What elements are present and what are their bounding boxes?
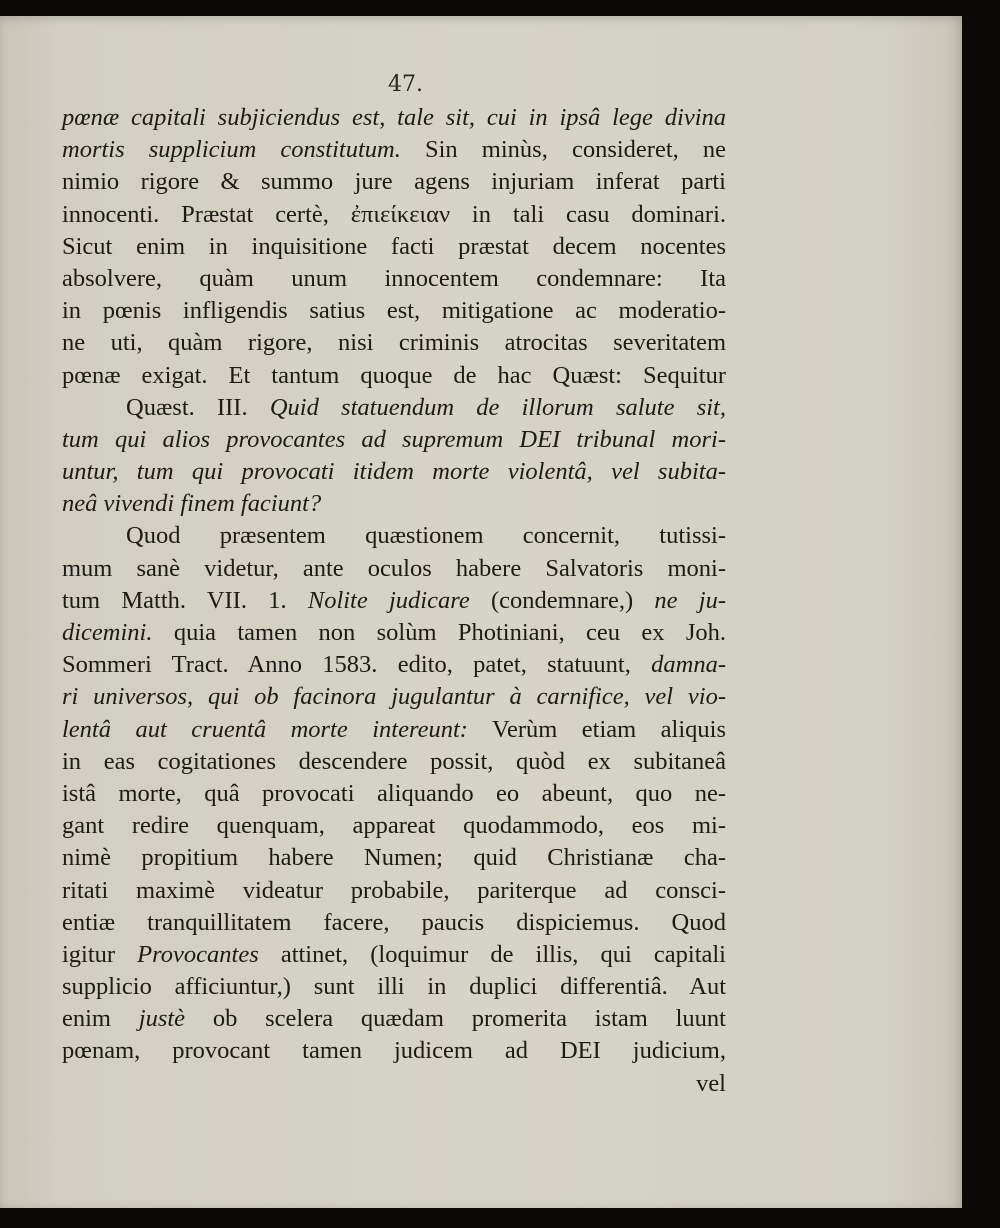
text-line <box>62 392 726 424</box>
text-line <box>62 746 726 778</box>
text-line <box>62 327 726 359</box>
roman-text: igitur <box>62 940 116 968</box>
roman-text: innocenti. Præstat certè, ἐπιείκειαν in tali casu dominari. <box>62 200 726 228</box>
italic-text: Nolite judicare <box>286 586 470 614</box>
italic-text: mortis supplicium constitutum. <box>62 136 401 164</box>
italic-text: ri universos, qui ob facinora jugulantur à carnifice, vel vio- <box>62 683 726 711</box>
text-line <box>62 1003 726 1035</box>
italic-text: lentâ aut cruentâ morte intereunt: <box>62 715 468 743</box>
roman-text: Sin minùs, consideret, ne <box>400 136 726 164</box>
text-line <box>62 456 726 488</box>
text-line <box>62 810 726 842</box>
roman-text: supplicio afficiuntur,) sunt illi in duplici differentiâ. Aut <box>62 973 726 1001</box>
roman-text: vel <box>696 1069 726 1097</box>
roman-text: in eas cogitationes descendere possit, quòd ex subitaneâ <box>62 747 726 775</box>
text-line <box>62 842 726 874</box>
italic-text: untur, tum qui provocati itidem morte violentâ, vel subita- <box>62 458 726 486</box>
text-line <box>62 617 726 649</box>
text-line <box>62 649 726 681</box>
text-line <box>62 939 726 971</box>
text-line <box>62 488 726 520</box>
text-line <box>62 585 726 617</box>
italic-text: justè <box>111 1005 186 1033</box>
text-line <box>62 263 726 295</box>
text-line <box>62 295 726 327</box>
roman-text: Quod præsentem quæstionem concernit, tutissi- <box>126 522 726 550</box>
book-page <box>0 16 962 1208</box>
italic-text: damna- <box>630 651 726 679</box>
roman-text: Verùm etiam aliquis <box>467 715 727 743</box>
roman-text: mum sanè videtur, ante oculos habere Salvatoris moni- <box>62 554 726 582</box>
roman-text: enim <box>62 1005 111 1033</box>
italic-text: ne ju- <box>633 586 727 614</box>
text-line <box>62 681 726 713</box>
italic-text: tum qui alios provocantes ad supremum DEI tribunal mori- <box>62 425 726 453</box>
roman-text: nimio rigore & summo jure agens injuriam inferat parti <box>62 168 726 196</box>
catchword <box>62 1068 726 1100</box>
text-line <box>62 231 726 263</box>
roman-text: gant redire quenquam, appareat quodammodo, eos mi- <box>62 812 726 840</box>
text-line <box>62 166 726 198</box>
roman-text: pœnam, provocant tamen judicem ad DEI judicium, <box>62 1037 726 1065</box>
page-number: 47. <box>388 72 423 97</box>
text-line <box>62 553 726 585</box>
roman-text: pœnæ exigat. Et tantum quoque de hac Quæst: Sequitur <box>62 361 726 389</box>
roman-text: tum Matth. VII. 1. <box>62 586 287 614</box>
text-line <box>62 520 726 552</box>
text-line <box>62 714 726 746</box>
roman-text: entiæ tranquillitatem facere, paucis dispiciemus. Quod <box>62 908 726 936</box>
roman-text: absolvere, quàm unum innocentem condemnare: Ita <box>62 264 726 292</box>
roman-text: Sommeri Tract. Anno 1583. edito, patet, statuunt, <box>62 651 631 679</box>
page-text <box>62 102 726 1100</box>
roman-text: ob scelera quædam promerita istam luunt <box>185 1005 726 1033</box>
italic-text: dicemini. <box>62 619 153 646</box>
roman-text: attinet, (loquimur de illis, qui capitali <box>258 940 726 968</box>
roman-text: in pœnis infligendis satius est, mitigatione ac moderatio- <box>62 297 726 325</box>
roman-text: ne uti, quàm rigore, nisi criminis atrocitas severitatem <box>62 329 726 357</box>
text-line <box>62 907 726 939</box>
roman-text: nimè propitium habere Numen; quid Christianæ cha- <box>62 844 726 872</box>
text-line <box>62 778 726 810</box>
text-line <box>62 1035 726 1067</box>
text-line <box>62 971 726 1003</box>
roman-text: (condemnare,) <box>469 586 634 614</box>
roman-text: ritati maximè videatur probabile, pariterque ad consci- <box>62 876 726 904</box>
italic-text: Quid statuendum de illorum salute sit, <box>247 393 726 421</box>
italic-text: neâ vivendi finem faciunt? <box>62 490 322 518</box>
italic-text: pœnæ capitali subjiciendus est, tale sit, cui in ipsâ lege divina <box>62 104 726 131</box>
text-line <box>62 360 726 392</box>
text-line <box>62 134 726 166</box>
text-line <box>62 875 726 907</box>
roman-text: Sicut enim in inquisitione facti præstat decem nocentes <box>62 232 726 260</box>
text-line <box>62 199 726 231</box>
roman-text: Quæst. III. <box>126 393 248 421</box>
text-line <box>62 424 726 456</box>
roman-text: istâ morte, quâ provocati aliquando eo abeunt, quo ne- <box>62 779 726 807</box>
italic-text: Provocantes <box>115 940 259 968</box>
text-line <box>62 102 726 134</box>
roman-text: quia tamen non solùm Photiniani, ceu ex Joh. <box>152 619 726 646</box>
